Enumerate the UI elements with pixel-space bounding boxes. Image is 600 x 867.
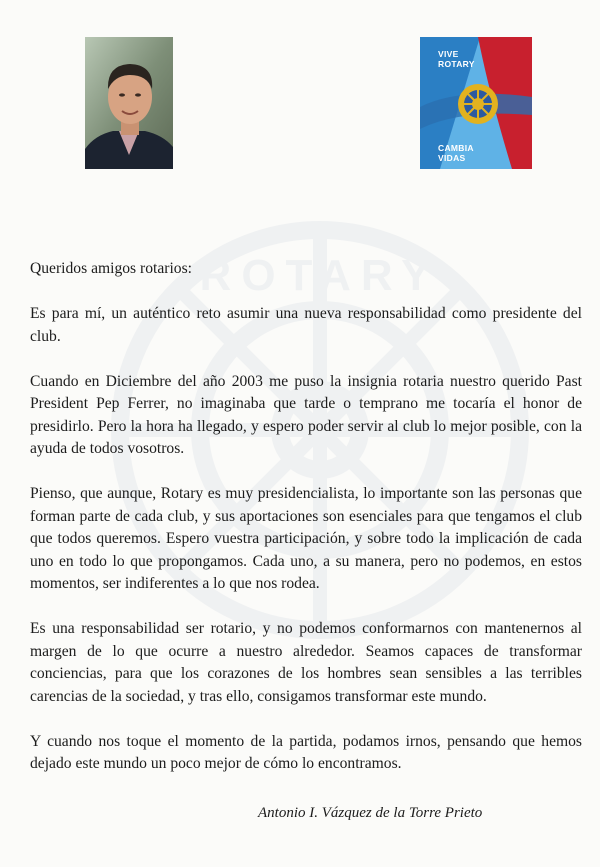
rotary-wheel-icon (458, 84, 498, 124)
rotary-theme-badge (420, 37, 532, 169)
watermark-text: ROTARY (199, 251, 441, 300)
signature: Antonio I. Vázquez de la Torre Prieto (258, 805, 483, 821)
badge-top-text: VIVE ROTARY (438, 49, 475, 69)
badge-graphic (420, 37, 532, 169)
letter-body (30, 258, 582, 798)
portrait-illustration (85, 37, 173, 169)
greeting: Queridos amigos rotarios: (30, 260, 192, 277)
paragraph-1: Es para mí, un auténtico reto asumir una nueva responsabilidad como presidente del club. (30, 305, 582, 345)
paragraph-5: Y cuando nos toque el momento de la partida, podamos irnos, pensando que hemos dejado este mundo un poco mejor de cómo lo encontramos. (30, 732, 582, 772)
portrait-photo (85, 37, 173, 169)
badge-bottom-text: CAMBIA VIDAS (438, 143, 474, 163)
paragraph-4: Es una responsabilidad ser rotario, y no podemos conformarnos con mantenernos al margen de lo que ocurre a nuestro alrededor. Seamos capaces de transformar conciencias, para que los corazones de los hombres sean sensibles a las terribles carencias de la sociedad, y tras ello, consigamos transformar este mundo. (30, 620, 582, 705)
paragraph-2: Cuando en Diciembre del año 2003 me puso la insignia rotaria nuestro querido Past President Pep Ferrer, no imaginaba que tarde o temprano me tocaría el honor de presidirlo. Pero la hora ha llegado, y espero poder servir al club lo mejor posible, con la ayuda de todos vosotros. (30, 372, 582, 457)
paragraph-3: Pienso, que aunque, Rotary es muy presidencialista, lo importante son las personas que forman parte de cada club, y sus aportaciones son esenciales para que tengamos el club que todos queremos. Espero vuestra participación, y sobre todo la implicación de cada uno en todo lo que propongamos. Cada uno, a su manera, pero no podemos, en estos momentos, ser indiferentes a lo que nos rodea. (30, 485, 582, 592)
